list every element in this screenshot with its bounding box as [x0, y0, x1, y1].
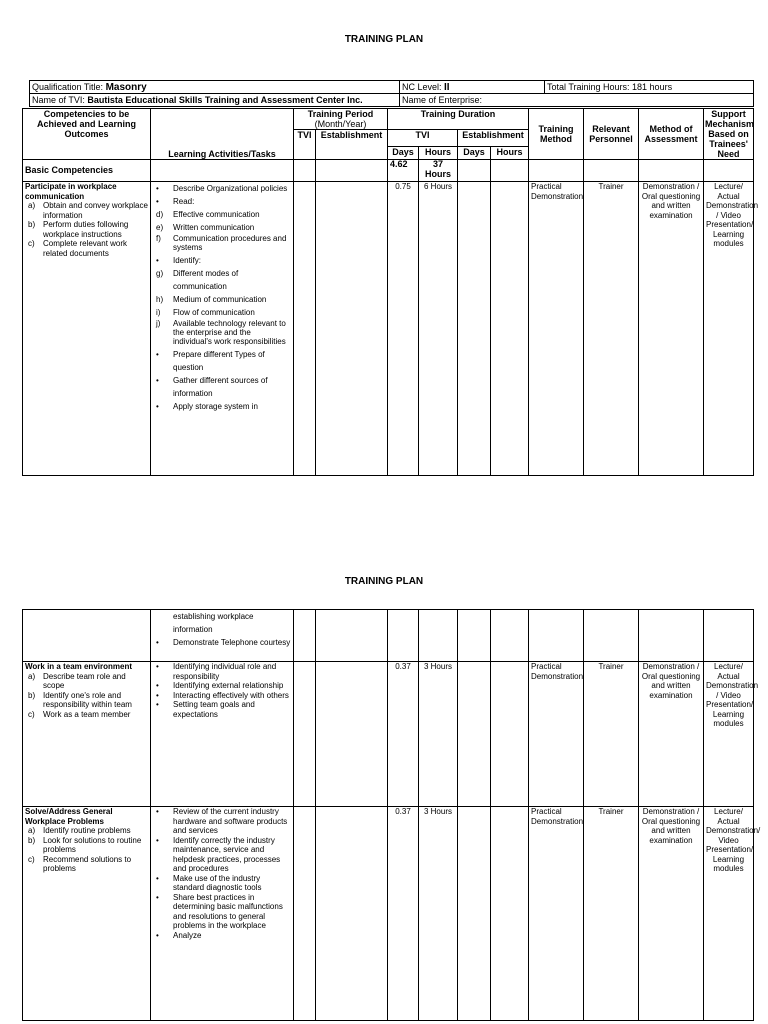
activity-item: • Make use of the industry standard diagnostic tools — [153, 874, 291, 893]
est-hours-header: Hours — [491, 147, 529, 160]
activity-item: • Share best practices in determining basic malfunctions and resolutions to general problems in the workplace — [153, 893, 291, 931]
activities-workplace-communication — [151, 182, 294, 476]
page-title-2: TRAINING PLAN — [344, 576, 424, 587]
row2-hours: 3 Hours — [419, 662, 458, 807]
row1-hours: 6 Hours — [419, 182, 458, 476]
activity-item: d) Effective communication — [156, 210, 260, 219]
activity-item: • Identify correctly the industry maintenance, service and helpdesk practices, processes and procedures — [153, 836, 291, 874]
row3-hours: 3 Hours — [419, 807, 458, 1021]
row1-support: Lecture/ Actual Demonstration / Video Presentation/ Learning modules — [704, 182, 754, 476]
activity-item: • Read: — [153, 195, 291, 208]
learning-outcome: b) Look for solutions to routine problems — [28, 835, 142, 854]
support-mechanism-header: Support Mechanism Based on Trainees' Need — [705, 109, 755, 159]
row1-personnel: Trainer — [584, 182, 639, 476]
enterprise-name: Name of Enterprise: — [400, 94, 754, 107]
row2-days: 0.37 — [388, 662, 419, 807]
learning-outcome: a) Obtain and convey workplace information — [28, 201, 148, 220]
learning-outcome: b) Perform duties following workplace instructions — [28, 220, 129, 239]
header-info-table — [29, 80, 754, 107]
training-period-header: Training Period (Month/Year) — [294, 109, 388, 130]
activities-workplace-problems — [151, 807, 294, 1021]
activity-item: j) Available technology relevant to the enterprise and the individual's work responsibilities — [156, 319, 286, 346]
activity-item: • Analyze — [153, 931, 291, 941]
est-days-header: Days — [458, 147, 491, 160]
training-plan-table — [22, 108, 759, 476]
activity-item: • Prepare different Types of question — [153, 348, 291, 374]
activity-item: • Setting team goals and expectations — [153, 700, 291, 719]
activities-continued — [151, 610, 294, 662]
activity-item: e) Written communication — [156, 223, 255, 232]
duration-tvi-header: TVI — [388, 130, 458, 147]
row1-days: 0.75 — [388, 182, 419, 476]
basic-days: 4.62 — [388, 160, 419, 182]
activities-team-environment — [151, 662, 294, 807]
activity-item: establishing workplace information — [173, 612, 254, 634]
activity-item: • Describe Organizational policies — [153, 182, 291, 195]
page-title: TRAINING PLAN — [344, 34, 424, 45]
tvi-name: Name of TVI: Bautista Educational Skills Training and Assessment Center Inc. — [30, 94, 400, 107]
total-training-hours: Total Training Hours: 181 hours — [545, 81, 754, 94]
duration-establishment-header: Establishment — [458, 130, 529, 147]
learning-outcome: c) Work as a team member — [28, 709, 131, 719]
activity-item: • Demonstrate Telephone courtesy — [153, 636, 291, 649]
period-establishment-header: Establishment — [316, 130, 388, 160]
row3-personnel: Trainer — [584, 807, 639, 1021]
row2-personnel: Trainer — [584, 662, 639, 807]
competency-workplace-problems: Solve/Address General Workplace Problems a) Identify routine problems b) Look for solutions to routine problems c) Recommend solutions to problems — [23, 807, 151, 1021]
competencies-header: Competencies to be Achieved and Learning Outcomes — [23, 109, 151, 160]
row3-days: 0.37 — [388, 807, 419, 1021]
activity-item: • Apply storage system in — [153, 400, 291, 413]
activity-item: • Identifying external relationship — [153, 681, 291, 691]
period-tvi-header: TVI — [294, 130, 316, 160]
learning-outcome: a) Identify routine problems — [28, 826, 131, 835]
competency-workplace-communication: Participate in workplace communication a) Obtain and convey workplace information b) Perform duties following workplace instructions c) Complete relevant work related documents — [23, 182, 151, 476]
row3-support: Lecture/ Actual Demonstration/ Video Presentation/ Learning modules — [704, 807, 754, 1021]
training-method-header: Training Method — [529, 109, 584, 160]
tvi-hours-header: Hours — [419, 147, 458, 160]
tvi-days-header: Days — [388, 147, 419, 160]
activity-item: • Identify: — [153, 254, 291, 267]
activity-item: • Review of the current industry hardware and software products and services — [153, 807, 291, 836]
row3-assessment: Demonstration / Oral questioning and written examination — [639, 807, 704, 1021]
row1-assessment: Demonstration / Oral questioning and written examination — [639, 182, 704, 476]
activity-item: i) Flow of communication — [156, 308, 255, 317]
basic-hours: 37 Hours — [419, 160, 458, 182]
activity-item: g) Different modes of communication — [156, 269, 239, 291]
activity-item: • Identifying individual role and responsibility — [153, 662, 291, 681]
activity-item: • Interacting effectively with others — [153, 691, 291, 701]
row1-method: Practical Demonstration — [529, 182, 584, 476]
training-duration-header: Training Duration — [388, 109, 529, 130]
qualification-title: Qualification Title: Masonry — [30, 81, 400, 94]
method-of-assessment-header: Method of Assessment — [639, 109, 704, 160]
row2-support: Lecture/ Actual Demonstration / Video Presentation/ Learning modules — [704, 662, 754, 807]
activities-header: Learning Activities/Tasks — [151, 109, 294, 160]
basic-competencies-label: Basic Competencies — [23, 160, 151, 182]
training-plan-table-2 — [22, 609, 761, 1021]
relevant-personnel-header: Relevant Personnel — [584, 109, 639, 160]
learning-outcome: c) Recommend solutions to problems — [28, 854, 132, 873]
competency-team-environment: Work in a team environment a) Describe team role and scope b) Identify one's role and responsibility within team c) Work as a team member — [23, 662, 151, 807]
row3-method: Practical Demonstration — [529, 807, 584, 1021]
activity-item: • Gather different sources of information — [153, 374, 291, 400]
activity-item: f) Communication procedures and systems — [156, 234, 287, 252]
learning-outcome: a) Describe team role and scope — [28, 671, 126, 690]
learning-outcome: c) Complete relevant work related documents — [28, 239, 128, 258]
activity-item: h) Medium of communication — [156, 295, 267, 304]
row2-method: Practical Demonstration — [529, 662, 584, 807]
row2-assessment: Demonstration / Oral questioning and written examination — [639, 662, 704, 807]
nc-level: NC Level: II — [400, 81, 545, 94]
learning-outcome: b) Identify one's role and responsibility within team — [28, 690, 132, 709]
